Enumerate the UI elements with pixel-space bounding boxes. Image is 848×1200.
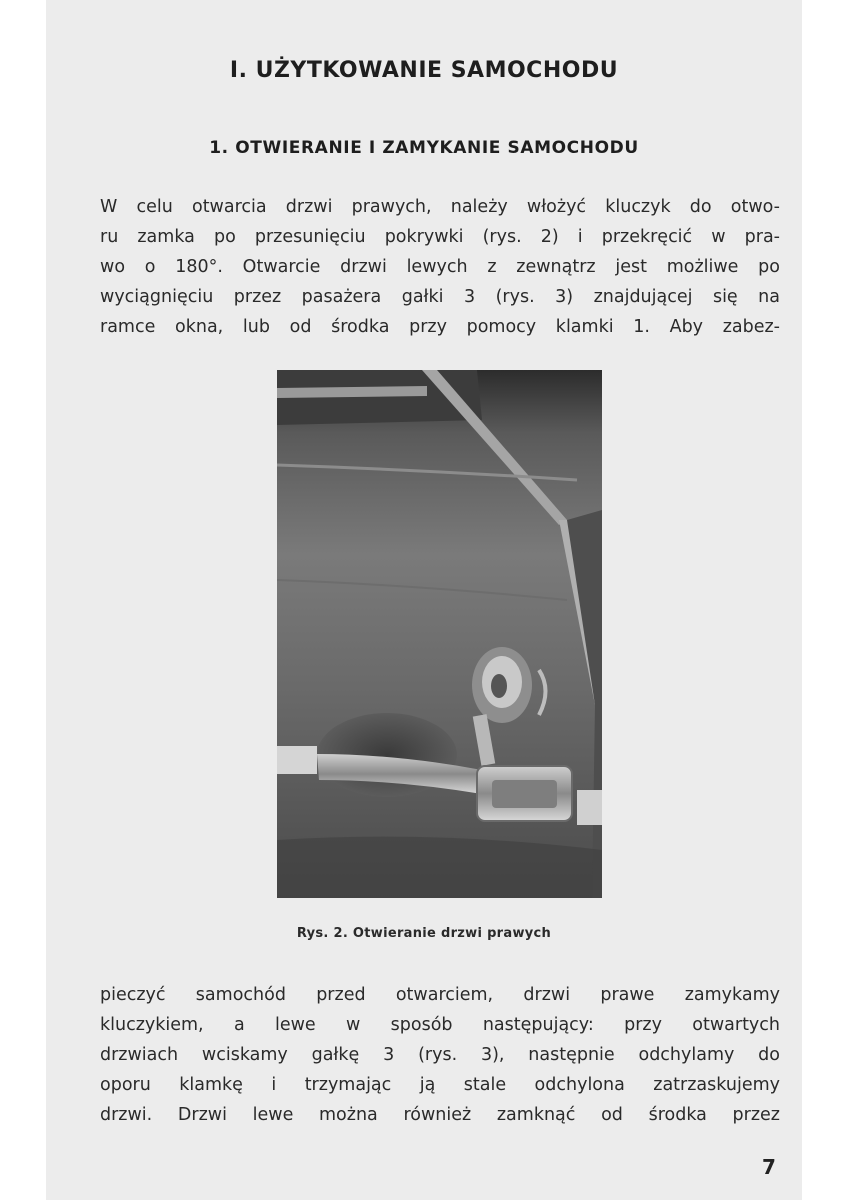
paragraph-line: kluczykiem, a lewe w sposób następujący: przy otwartych (100, 1015, 780, 1035)
paragraph-line: ramce okna, lub od środka przy pomocy klamki 1. Aby zabez- (100, 317, 780, 337)
paragraph-line: drzwi. Drzwi lewe można również zamknąć od środka przez (100, 1105, 780, 1125)
paragraph-continued (100, 980, 780, 1130)
section-title: 1. OTWIERANIE I ZAMYKANIE SAMOCHODU (209, 138, 639, 158)
paragraph-line: drzwiach wciskamy gałkę 3 (rys. 3), następnie odchylamy do (100, 1045, 780, 1065)
figure-caption: Rys. 2. Otwieranie drzwi prawych (296, 926, 552, 941)
paragraph-line: wo o 180°. Otwarcie drzwi lewych z zewnątrz jest możliwe po (100, 257, 780, 277)
paragraph-line: ru zamka po przesunięciu pokrywki (rys. 2) i przekręcić w pra- (100, 227, 780, 247)
paragraph-line: wyciągnięciu przez pasażera gałki 3 (rys. 3) znajdującej się na (100, 287, 780, 307)
chapter-title: I. UŻYTKOWANIE SAMOCHODU (229, 58, 619, 83)
paragraph-line: pieczyć samochód przed otwarciem, drzwi prawe zamykamy (100, 985, 780, 1005)
document-page (46, 0, 802, 1200)
paragraph-line: oporu klamkę i trzymając ją stale odchylona zatrzaskujemy (100, 1075, 780, 1095)
paragraph-intro (100, 192, 780, 342)
paragraph-line: W celu otwarcia drzwi prawych, należy włożyć kluczyk do otwo- (100, 197, 780, 217)
page-number: 7 (762, 1155, 776, 1179)
figure-photo-door-handle (277, 370, 602, 898)
